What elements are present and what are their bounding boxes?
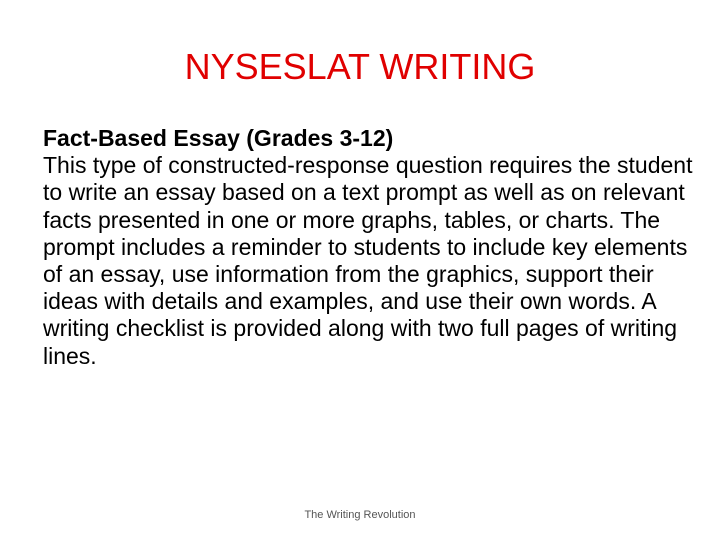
slide-title: NYSESLAT WRITING: [184, 46, 536, 87]
slide-footer: The Writing Revolution: [304, 509, 416, 521]
section-heading: Fact-Based Essay (Grades 3-12): [43, 125, 394, 151]
slide-content: [43, 125, 693, 370]
section-body: This type of constructed-response question requires the student to write an essay based on a text prompt as well as on relevant facts presented in one or more graphs, tables, or charts. The prompt includes a reminder to students to include key elements of an essay, use information from the graphics, support their ideas with details and examples, and use their own words. A writing checklist is provided along with two full pages of writing lines.: [43, 152, 693, 369]
